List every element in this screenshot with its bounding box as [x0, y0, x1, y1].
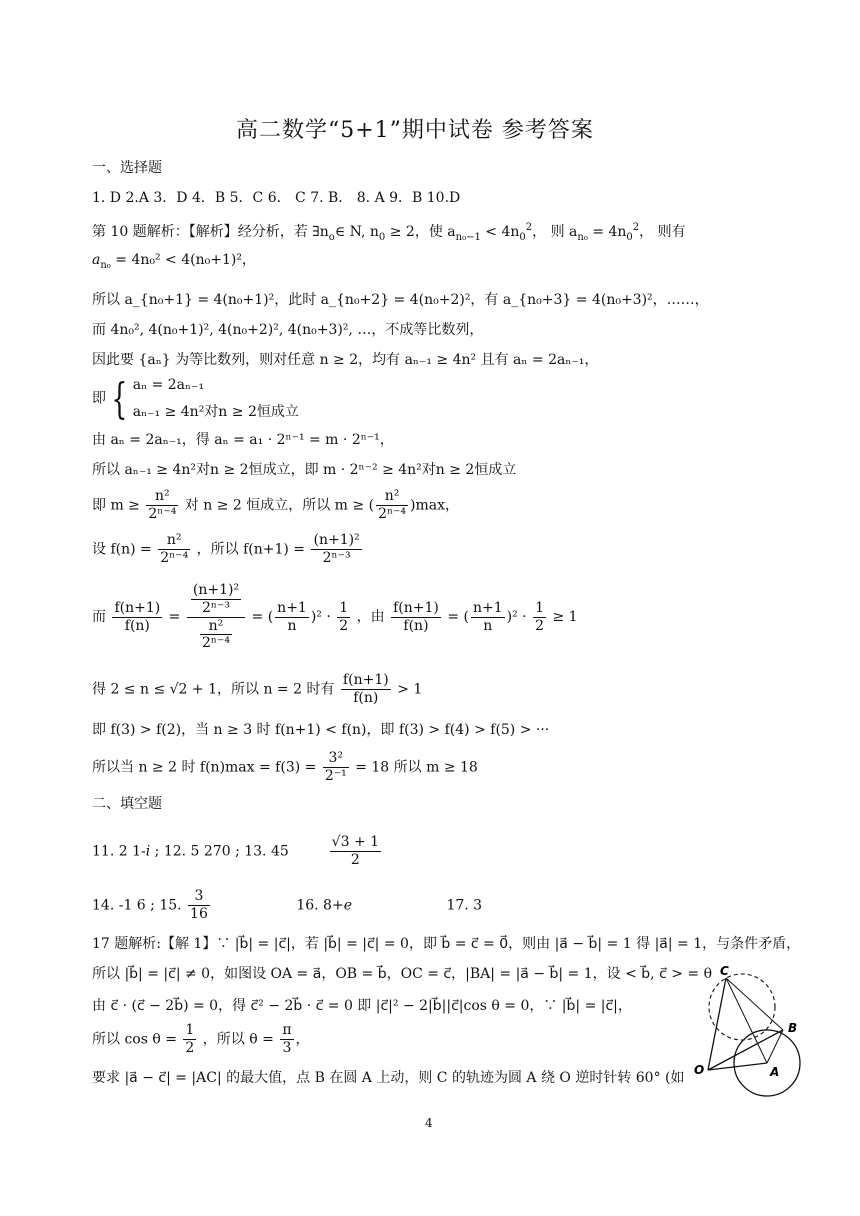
q10-line-2: $a_{n_0} = 4n_0^2 < 4(n_0+1)^2$，	[92, 252, 256, 271]
q10-line-9: 即 m ≥ $\frac{\text{n²}}{\text{2ⁿ⁻⁴}}$ 对 n ≥ 2 恒成立，所以 m ≥ ( $\frac{\text{n²}}{\text{2ⁿ⁻⁴}}$ )max，	[92, 488, 460, 522]
q10-line-3: 所以 a_{n₀+1} = 4(n₀+1)²，此时 a_{n₀+2} = 4(n₀+2)²，有 a_{n₀+3} = 4(n₀+3)²，……，	[92, 292, 709, 308]
fill-answers-row-1: 11. 2 1-i ; 12. 5 270 ; 13. 45 $\frac{√3 + 1}{2}$	[92, 834, 380, 868]
fill-answers-row-2: 14. -1 6 ; 15. $\frac{3}{16}$ 16. 8+e 17. 3	[92, 888, 483, 922]
section-heading-fill: 二、填空题	[92, 796, 162, 812]
q10-line-5: 因此要 {aₙ} 为等比数列，则对任意 n ≥ 2，均有 aₙ₋₁ ≥ 4n² 且有 aₙ = 2aₙ₋₁，	[92, 352, 599, 368]
q10-line-1: 第 10 题解析：【解析】经分析，若 $\exists n_o\in$ N, $n_0 \ge 2$，使 $a_{n_0-1} < 4n_0^2$， 则 $a_{n_0} = 4n_0^2$， 则有	[92, 222, 686, 243]
q10-system: 即 { aₙ = 2aₙ₋₁ aₙ₋₁ ≥ 4n²对n ≥ 2恒成立	[92, 373, 299, 423]
q10-line-14: 所以当 n ≥ 2 时 f(n)max = f(3) = $\frac{\text{3²}}{\text{2⁻¹}}$ = 18 所以 m ≥ 18	[92, 750, 478, 784]
label-a: A	[770, 1065, 780, 1079]
label-o: O	[694, 1063, 705, 1077]
page-title: 高二数学“5+1”期中试卷 参考答案	[236, 118, 594, 143]
q10-line-11: 而 $\frac{f(n+1)}{f(n)}$ = $\frac{\frac{\text{(n+1)²}}{\text{2ⁿ⁻³}}}{\frac{\text{n²}}{\text{2ⁿ⁻⁴}}}$ = ( $\frac{n+1}{n}$ )² · $\frac{1}{2}$ ，由 $\frac{f(n+1)}{f(n)}$ = ( $\frac{n+1}{n}$ )² · $\frac{1}{2}$ ≥ 1	[92, 582, 578, 652]
label-c: C	[720, 964, 729, 978]
q17-line-2: 所以 |b⃗| = |c⃗| ≠ 0，如图设 OA = a⃗，OB = b⃗，OC = c⃗，|BA| = |a⃗ − b⃗| = 1，设 < b⃗, c⃗ > = θ	[92, 966, 713, 982]
q17-line-1: 17 题解析:【解 1】∵ |b⃗| = |c⃗|，若 |b⃗| = |c⃗| = 0，即 b⃗ = c⃗ = 0⃗，则由 |a⃗ − b⃗| = 1 得 |a⃗| = 1，与条件矛盾，	[92, 936, 801, 952]
q10-line-12: 得 2 ≤ n ≤ √2 + 1，所以 n = 2 时有 $\frac{f(n+1)}{f(n)}$ > 1	[92, 672, 423, 706]
vector-figure	[690, 960, 810, 1100]
q17-line-3: 由 c⃗ · (c⃗ − 2b⃗) = 0，得 c⃗² − 2b⃗ · c⃗ = 0 即 |c⃗|² − 2|b⃗||c⃗|cos θ = 0，∵ |b⃗| = |c⃗|，	[92, 998, 632, 1014]
segment-ca	[726, 978, 767, 1063]
q10-line-8: 所以 aₙ₋₁ ≥ 4n²对n ≥ 2恒成立，即 m · 2ⁿ⁻² ≥ 4n²对n ≥ 2恒成立	[92, 462, 517, 478]
q10-line-7: 由 aₙ = 2aₙ₋₁，得 aₙ = a₁ · 2ⁿ⁻¹ = m · 2ⁿ⁻¹，	[92, 432, 394, 448]
section-heading-choice: 一、选择题	[92, 160, 162, 176]
q17-line-5: 要求 |a⃗ − c⃗| = |AC| 的最大值，点 B 在圆 A 上动，则 C 的轨迹为圆 A 绕 O 逆时针转 60° (如	[92, 1070, 685, 1086]
label-b: B	[788, 1021, 798, 1035]
q10-line-4: 而 4n₀², 4(n₀+1)², 4(n₀+2)², 4(n₀+3)², …，不成等比数列，	[92, 322, 484, 338]
page-number: 4	[425, 1116, 433, 1130]
segment-oa	[708, 1063, 767, 1070]
segment-oc	[708, 978, 726, 1070]
q10-line-10: 设 f(n) = $\frac{\text{n²}}{\text{2ⁿ⁻⁴}}$ ，所以 f(n+1) = $\frac{\text{(n+1)²}}{\text{2ⁿ⁻³}}$	[92, 532, 360, 566]
q17-line-4: 所以 cos θ = $\frac{1}{2}$ ，所以 θ = $\frac{\pi}{3}$ ，	[92, 1022, 310, 1056]
segment-ob	[708, 1030, 783, 1070]
choice-answers: 1. D 2.A 3．D 4．B 5．C 6． C 7. B． 8. A 9．B 10.D	[92, 190, 461, 206]
q10-line-13: 即 f(3) > f(2)，当 n ≥ 3 时 f(n+1) < f(n)，即 f(3) > f(4) > f(5) > ···	[92, 722, 550, 738]
